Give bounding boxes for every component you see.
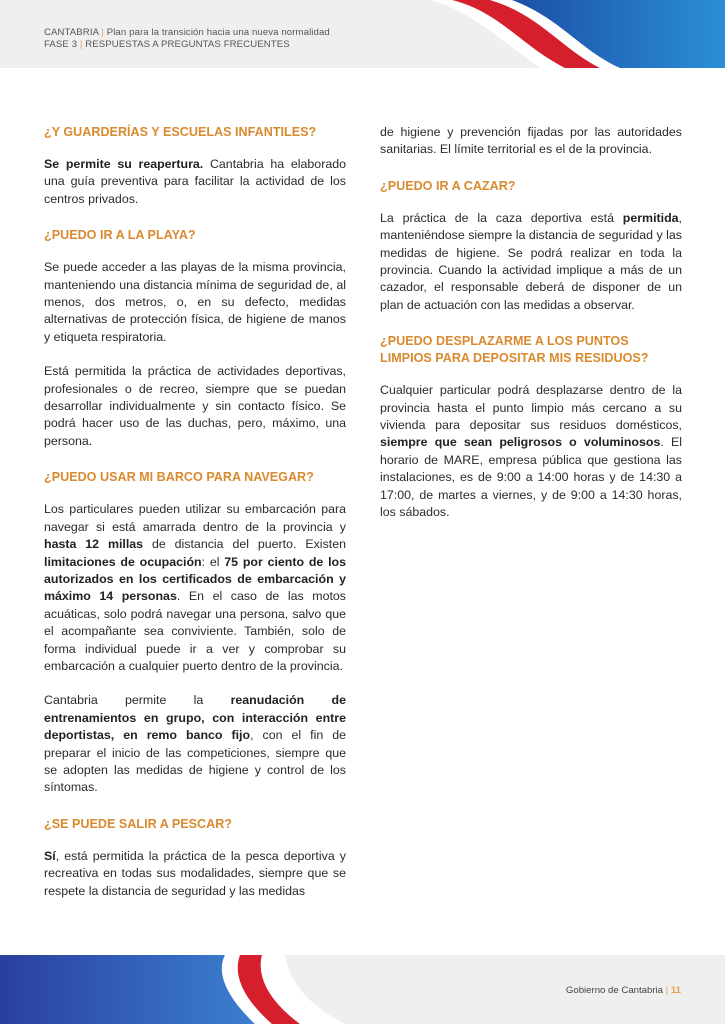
answer-hunting: La práctica de la caza deportiva está permitida, manteniéndose siempre la distancia de seguridad y las medidas de higiene. Se podrá realizar en toda la provincia. Cuando la actividad implique a más de un cazador, el responsable deberá de disponer de un plan de actuación con las medidas a observar. <box>380 210 682 312</box>
header-plan-title: Plan para la transición hacia una nueva normalidad <box>106 27 330 38</box>
header-separator: | <box>101 27 104 38</box>
answer-fishing-continued: de higiene y prevención fijadas por las autoridades sanitarias. El límite territorial es el de la provincia. <box>380 125 682 157</box>
answer-recycling-points: Cualquier particular podrá desplazarse dentro de la provincia hasta el punto limpio más cercano a su vivienda para depositar sus residuos domésticos, siempre que sean peligrosos o voluminosos. El horario de MARE, empresa pública que gestiona las instalaciones, es de 9:00 a 14:00 horas y de 14:30 a 17:00, de martes a viernes, y de 9:00 a 14:30 horas, los sábados. <box>380 383 683 520</box>
question-hunting: ¿PUEDO IR A CAZAR? <box>380 178 516 193</box>
question-fishing: ¿SE PUEDE SALIR A PESCAR? <box>44 816 232 831</box>
footer-separator: | <box>665 985 669 996</box>
header-section: RESPUESTAS A PREGUNTAS FRECUENTES <box>85 39 290 50</box>
header-line-2 <box>44 39 330 51</box>
header-line-1 <box>44 27 330 39</box>
question-recycling-points: ¿PUEDO DESPLAZARME A LOS PUNTOS LIMPIOS PARA DEPOSITAR MIS RESIDUOS? <box>380 334 649 366</box>
left-column <box>44 124 346 917</box>
footer-government-label: Gobierno de Cantabria <box>565 985 663 996</box>
header-phase: FASE 3 <box>44 39 78 50</box>
answer-beach-1: Se puede acceder a las playas de la misma provincia, manteniendo una distancia mínima de seguridad de, al menos, dos metros, o, en su defecto, medidas alternativas de protección física, de higiene de manos y etiqueta respiratoria. <box>44 260 346 344</box>
answer-boat-1: Los particulares pueden utilizar su embarcación para navegar si está amarrada dentro de la provincia y hasta 12 millas de distancia del puerto. Existen limitaciones de ocupación: el 75 por ciento de los autorizados en los certificados de embarcación y máximo 14 personas. En el caso de las motos acuáticas, solo podrá navegar una persona, salvo que el acompañante sea conviviente. También, solo de forma individual puede ir a ver y comprobar su embarcación a cualquier puerto dentro de la provincia. <box>44 502 347 673</box>
answer-beach-2: Está permitida la práctica de actividades deportivas, profesionales o de recreo, siempre que se puedan desarrollar individualmente y sin contacto físico. Se podrá hacer uso de las duchas, pero, máximo, una persona. <box>44 364 346 448</box>
answer-boat-2: Cantabria permite la reanudación de entrenamientos en grupo, con interacción entre deportistas, en remo banco fijo, con el fin de preparar el inicio de las competiciones, siempre que se adopten las medidas de higiene y control de los síntomas. <box>44 693 347 795</box>
footer-text <box>566 985 681 996</box>
question-nurseries: ¿Y GUARDERÍAS Y ESCUELAS INFANTILES? <box>44 125 317 139</box>
question-beach: ¿PUEDO IR A LA PLAYA? <box>44 228 196 243</box>
page-footer <box>0 955 725 1024</box>
header-separator: | <box>79 39 83 50</box>
header-text <box>44 27 330 51</box>
header-region: CANTABRIA <box>44 27 99 38</box>
page-number: 11 <box>670 985 681 996</box>
right-column <box>380 124 682 539</box>
answer-fishing: Sí, está permitida la práctica de la pesca deportiva y recreativa en todas sus modalidades, siempre que se respete la distancia de seguridad y las medidas <box>44 848 346 898</box>
question-boat: ¿PUEDO USAR MI BARCO PARA NAVEGAR? <box>44 470 314 485</box>
page-header <box>0 0 725 68</box>
answer-nurseries: Se permite su reapertura. Cantabria ha elaborado una guía preventiva para facilitar la actividad de los centros privados. <box>44 157 346 206</box>
